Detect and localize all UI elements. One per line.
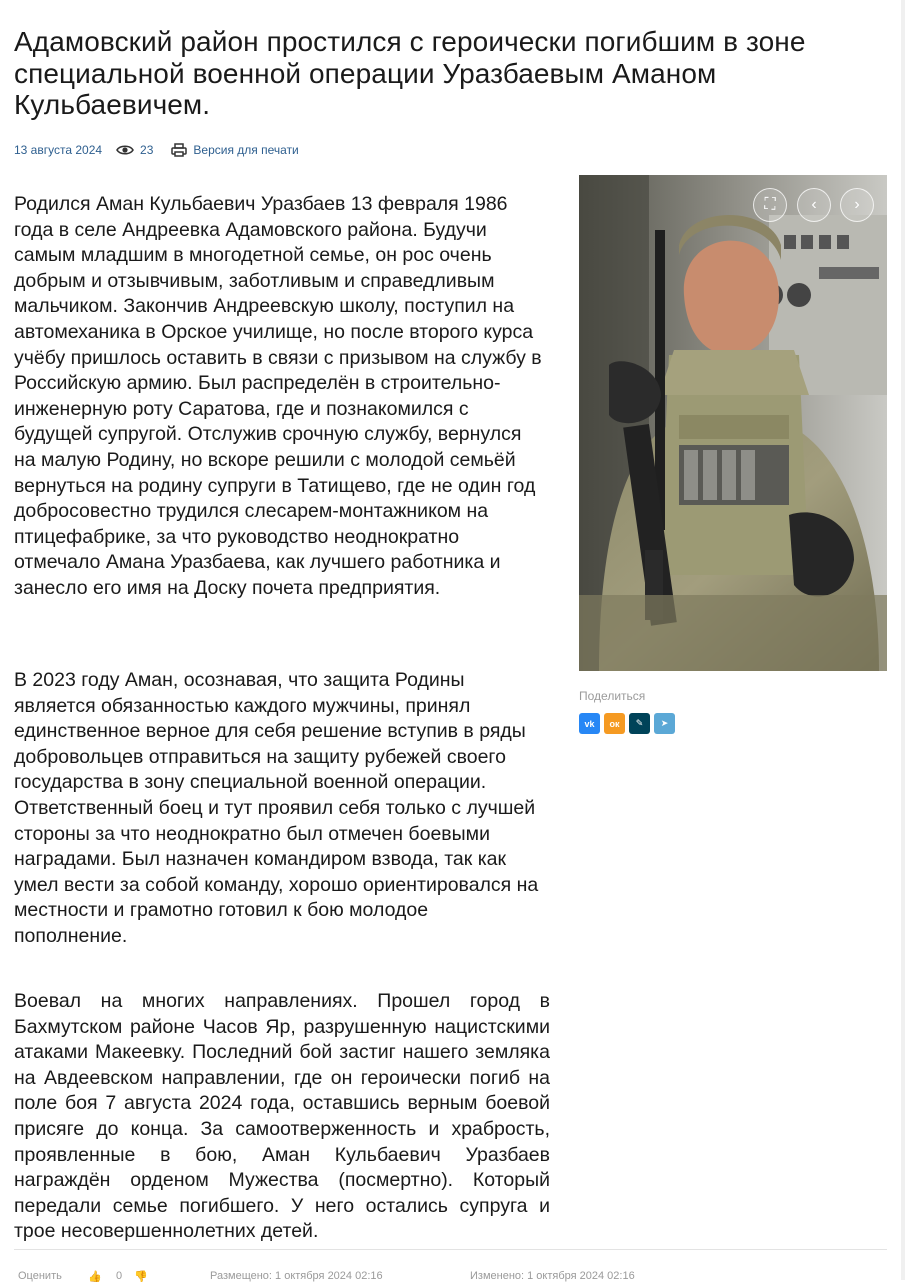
share-buttons bbox=[579, 713, 675, 734]
page-title: Адамовский район простился с героически погибшим в зоне специальной военной операции Уразбаевым Аманом Кульбаевичем. bbox=[14, 26, 806, 120]
livejournal-share-button[interactable]: ✎ bbox=[629, 713, 650, 734]
article-meta bbox=[14, 141, 299, 159]
soldier-photo-illustration bbox=[579, 175, 887, 671]
print-version-link[interactable]: Версия для печати bbox=[193, 143, 299, 157]
expand-icon[interactable]: ⛶ bbox=[753, 188, 787, 222]
thumbs-up-icon[interactable]: 👍 bbox=[88, 1271, 102, 1283]
telegram-share-button[interactable]: ➤ bbox=[654, 713, 675, 734]
modified-date: Изменено: 1 октября 2024 02:16 bbox=[470, 1270, 635, 1282]
printer-icon[interactable] bbox=[171, 143, 187, 157]
window-edge bbox=[901, 0, 905, 1280]
article-paragraph: Воевал на многих направлениях. Прошел город в Бахмутском районе Часов Яр, разрушенную нацистскими атаками Макеевку. Последний бой застиг нашего земляка на Авдеевском направлении, где он героически погиб на поле боя 7 августа 2024 года, оставшись верным боевой присяге до конца. За самоотверженность и храбрость, проявленные в бою, Аман Кульбаевич Уразбаев награждён орденом Мужества (посмертно). Который передали семье погибшего. У него остались супруга и трое несовершеннолетних детей. bbox=[14, 990, 550, 1243]
publish-date: 13 августа 2024 bbox=[14, 143, 103, 157]
article-paragraph: В 2023 году Аман, осознавая, что защита Родины является обязанностью каждого мужчины, принял единственное верное для себя решение вступив в ряды добровольцев отправиться на защиту рубежей своего государства в зону специальной военной операции. Ответственный боец и тут проявил себя только с лучшей стороны за что неоднократно был отмечен боевыми наградами. Был назначен командиром взвода, так как умел вести за собой команду, хорошо ориентировался на местности и грамотно готовил к бою молодое пополнение. bbox=[14, 669, 539, 947]
created-date: Размещено: 1 октября 2024 02:16 bbox=[210, 1270, 383, 1282]
article-footer bbox=[18, 1270, 888, 1284]
share-label: Поделиться bbox=[579, 689, 646, 703]
chevron-left-icon[interactable]: ‹ bbox=[797, 188, 831, 222]
article-paragraph: Родился Аман Кульбаевич Уразбаев 13 февраля 1986 года в селе Андреевка Адамовского района. Будучи самым младшим в многодетной семье, он рос очень добрым и отзывчивым, заботливым и справедливым мальчиком. Закончив Андреевскую школу, поступил на автомеханика в Орское училище, но после второго курса учёбу пришлось оставить в связи с призывом на службу в Российскую армию. Был распределён в строительно-инженерную роту Саратова, где и познакомился с будущей супругой. Отслужив срочную службу, вернулся на малую Родину, но вскоре решили с молодой семьёй вернуться на родину супруги в Татищево, где не один год добросовестно трудился слесарем-монтажником на птицефабрике, за что руководство неоднократно отмечало Амана Уразбаева, как лучшего работника и занесло его имя на Доску почета предприятия. bbox=[14, 193, 542, 599]
eye-icon bbox=[116, 144, 134, 156]
thumbs-down-icon[interactable]: 👎 bbox=[134, 1271, 148, 1283]
chevron-right-icon[interactable]: › bbox=[840, 188, 874, 222]
ok-share-button[interactable]: ок bbox=[604, 713, 625, 734]
article-photo[interactable] bbox=[579, 175, 887, 671]
footer-divider bbox=[14, 1249, 887, 1250]
vk-share-button[interactable]: vk bbox=[579, 713, 600, 734]
like-count: 0 bbox=[116, 1270, 123, 1282]
view-count: 23 bbox=[140, 143, 154, 157]
rate-label: Оценить bbox=[18, 1270, 62, 1282]
